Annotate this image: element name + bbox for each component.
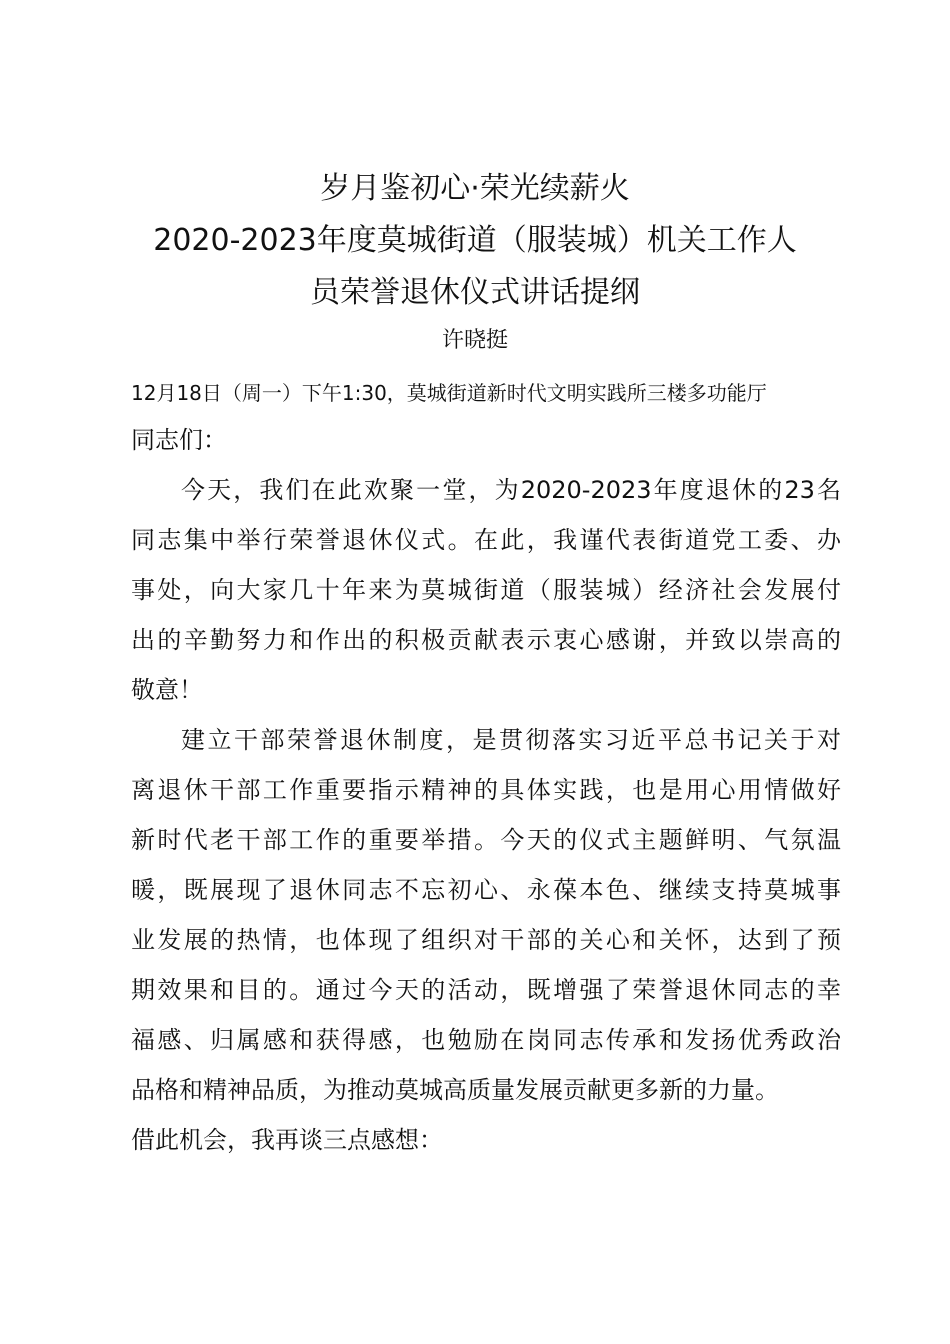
paragraph-1-line: 同志集中举行荣誉退休仪式。在此，我谨代表街道党工委、办 [131, 526, 841, 554]
document-title-line-3: 员荣誉退休仪式讲话提纲 [310, 275, 640, 310]
salutation: 同志们： [131, 426, 227, 454]
paragraph-2-line: 借此机会，我再谈三点感想： [131, 1126, 443, 1154]
paragraph-1-line: 出的辛勤努力和作出的积极贡献表示衷心感谢，并致以崇高的 [131, 626, 841, 654]
paragraph-2-line: 新时代老干部工作的重要举措。今天的仪式主题鲜明、气氛温 [131, 826, 841, 854]
event-time-location: 12月18日（周一）下午1:30，莫城街道新时代文明实践所三楼多功能厅 [131, 381, 767, 405]
paragraph-2-line: 期效果和目的。通过今天的活动，既增强了荣誉退休同志的幸 [131, 976, 841, 1004]
paragraph-2-line: 暖，既展现了退休同志不忘初心、永葆本色、继续支持莫城事 [131, 876, 841, 904]
paragraph-2-line: 业发展的热情，也体现了组织对干部的关心和关怀，达到了预 [131, 926, 841, 954]
paragraph-2-line: 品格和精神品质，为推动莫城高质量发展贡献更多新的力量。 [131, 1076, 779, 1104]
paragraph-2-line: 离退休干部工作重要指示精神的具体实践，也是用心用情做好 [131, 776, 841, 804]
paragraph-2-line: 福感、归属感和获得感，也勉励在岗同志传承和发扬优秀政治 [131, 1026, 841, 1054]
paragraph-1-line: 事处，向大家几十年来为莫城街道（服装城）经济社会发展付 [131, 576, 841, 604]
paragraph-2-line: 建立干部荣誉退休制度，是贯彻落实习近平总书记关于对 [181, 726, 841, 754]
paragraph-1-line: 今天，我们在此欢聚一堂，为2020-2023年度退休的23名 [181, 476, 841, 504]
author-name: 许晓挺 [441, 328, 508, 353]
document-title-line-2: 2020-2023年度莫城街道（服装城）机关工作人 [153, 223, 797, 258]
document-title-line-1: 岁月鉴初心·荣光续薪火 [320, 171, 630, 206]
paragraph-1-line: 敬意！ [131, 676, 203, 704]
